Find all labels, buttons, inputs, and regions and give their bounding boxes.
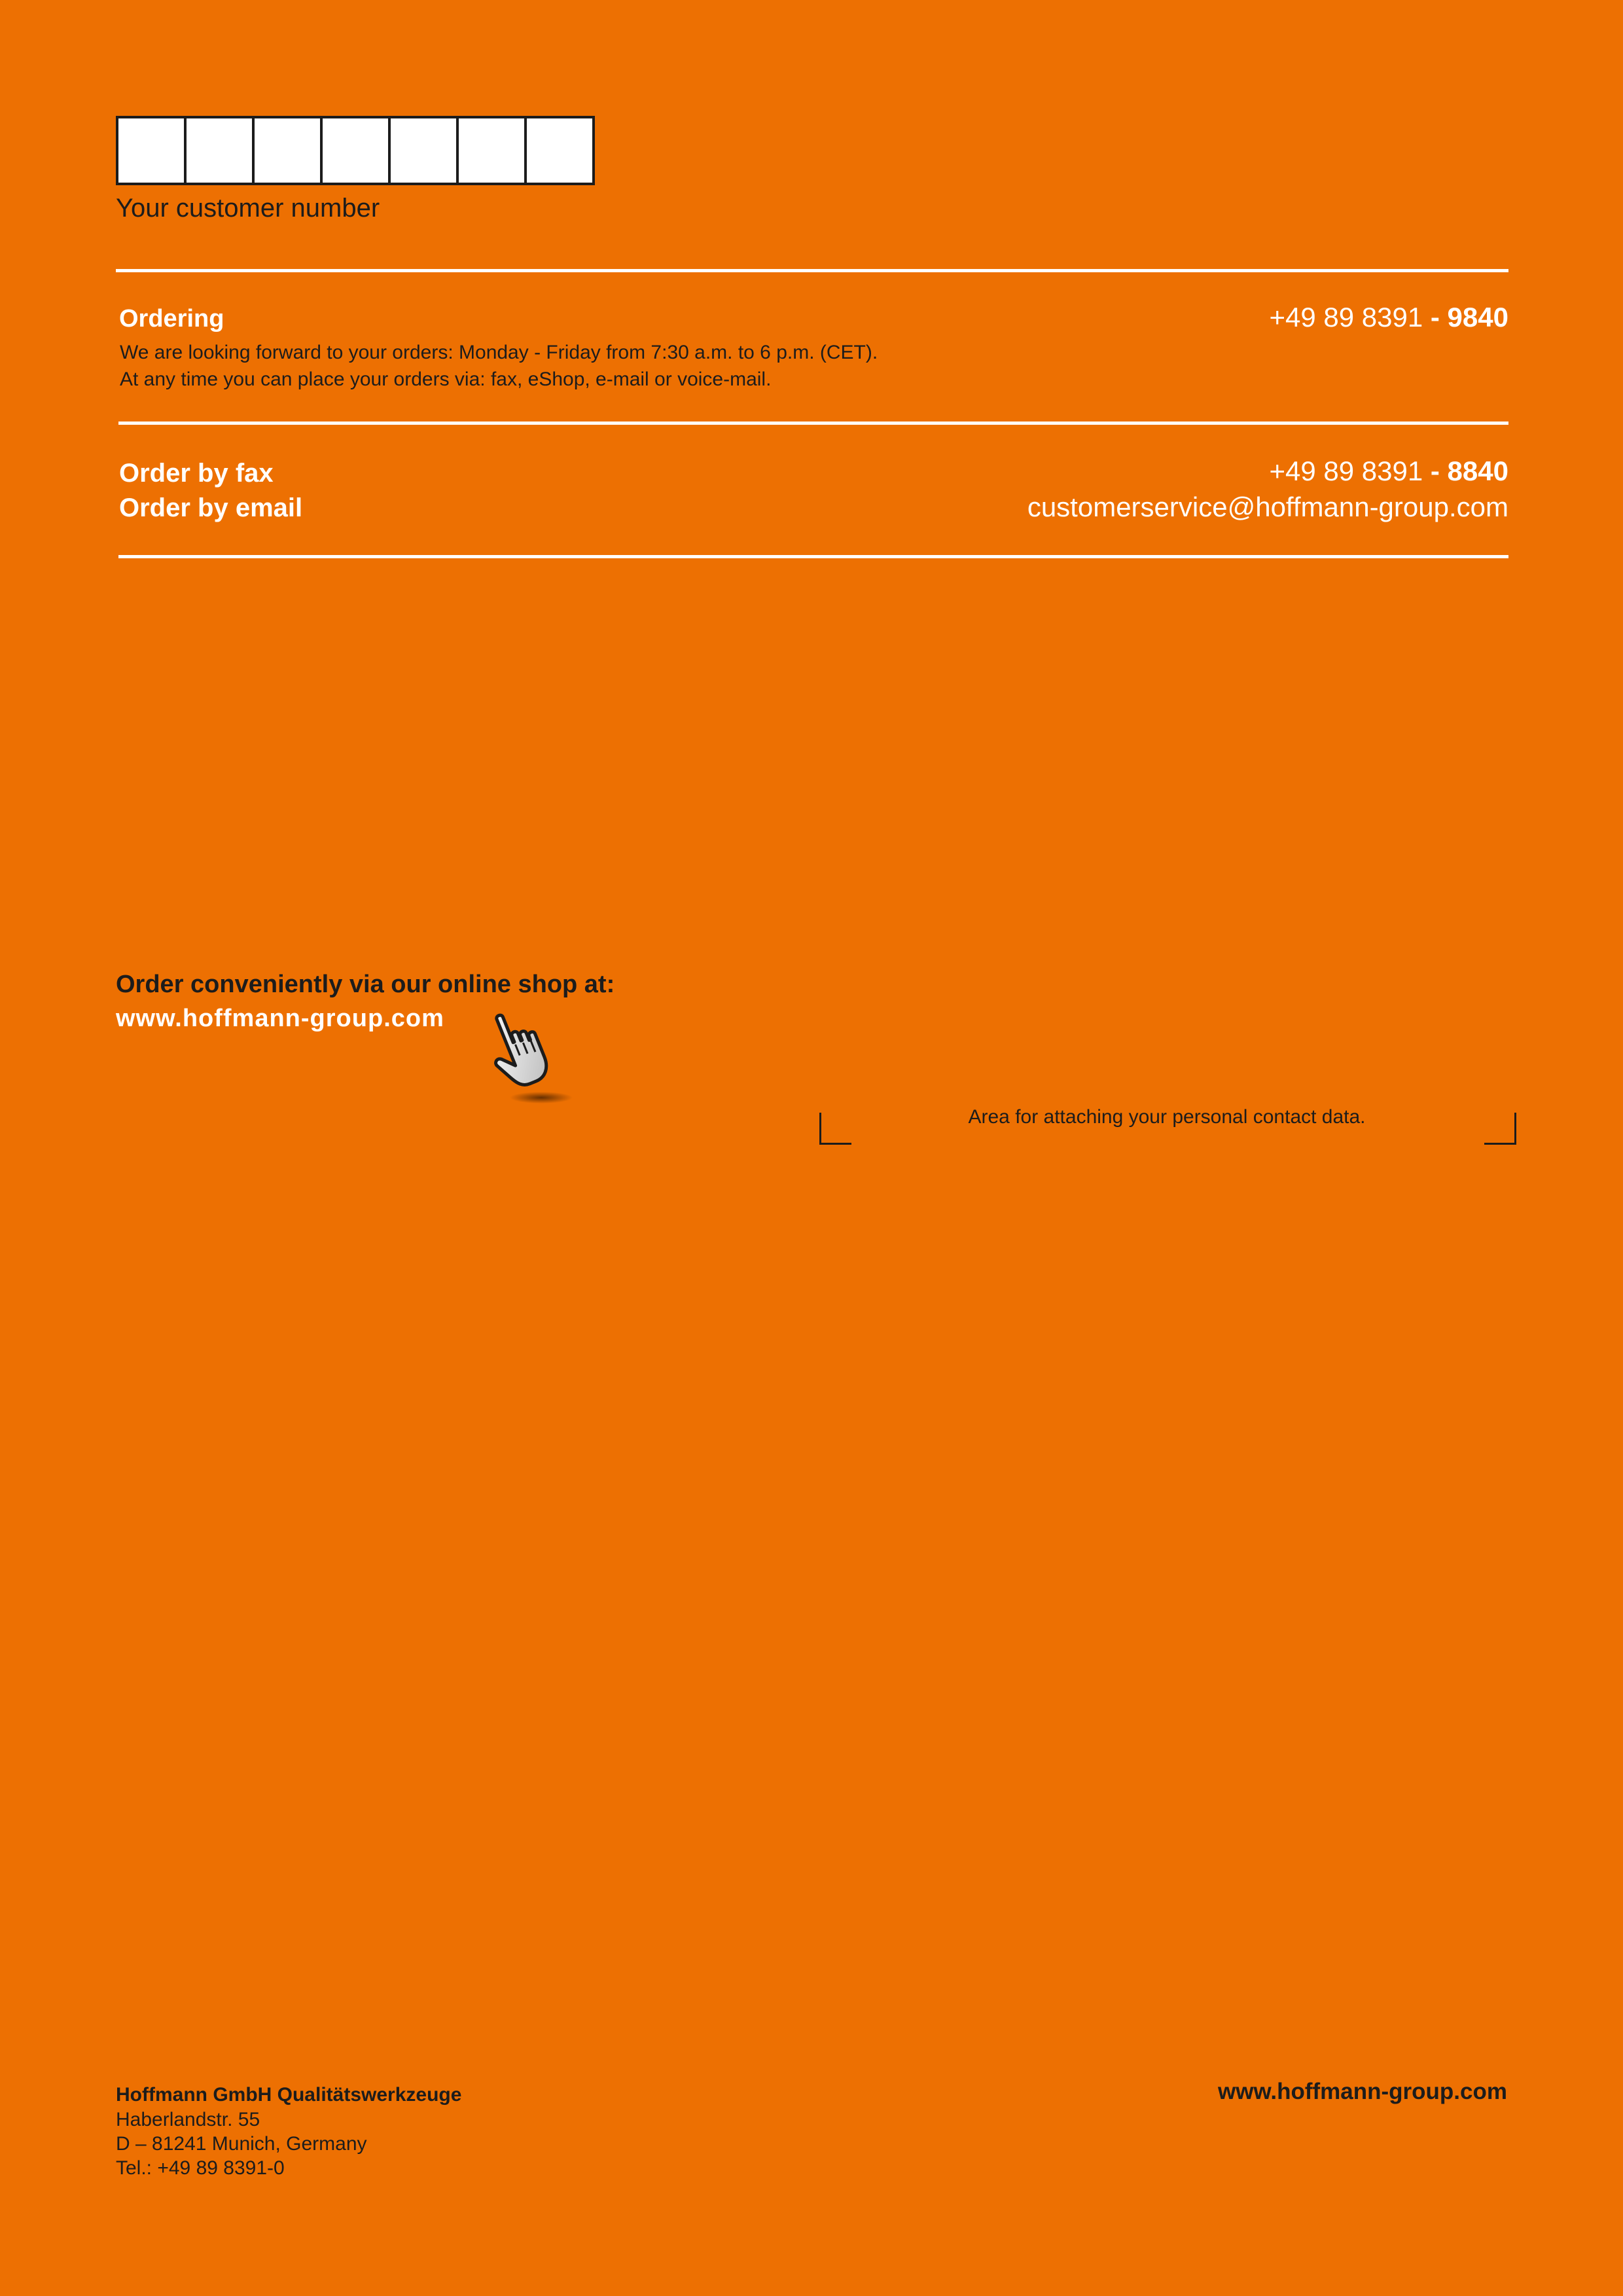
footer-company-name: Hoffmann GmbH Qualitätswerkzeuge [116,2084,462,2106]
ordering-title: Ordering [119,305,224,332]
customer-number-digit-box[interactable] [323,118,391,183]
online-shop-heading: Order conveniently via our online shop at: [116,971,615,998]
fax-number[interactable] [1270,456,1509,487]
customer-number-digit-box[interactable] [118,118,187,183]
online-shop-link[interactable]: www.hoffmann-group.com [116,1005,444,1032]
order-by-fax-title: Order by fax [119,459,274,488]
customer-number-digit-box[interactable] [255,118,323,183]
contact-area-label: Area for attaching your personal contact data. [968,1106,1366,1128]
customer-number-digit-box[interactable] [459,118,527,183]
customer-number-digit-box[interactable] [527,118,592,183]
ordering-channels-text: At any time you can place your orders via: fax, eShop, e-mail or voice-mail. [120,368,772,390]
hand-pointer-icon [486,1005,577,1109]
customer-number-label: Your customer number [116,194,380,223]
footer-street: Haberlandstr. 55 [116,2109,260,2130]
customer-number-boxes[interactable] [116,116,595,185]
ordering-description [120,339,878,393]
customer-number-digit-box[interactable] [391,118,459,183]
divider [118,555,1508,558]
ordering-hours-text: We are looking forward to your orders: Monday - Friday from 7:30 a.m. to 6 p.m. (CET). [120,342,878,363]
ordering-phone-prefix: +49 89 8391 [1269,302,1423,332]
divider [116,269,1508,272]
footer-telephone: Tel.: +49 89 8391-0 [116,2157,285,2179]
footer-city: D – 81241 Munich, Germany [116,2133,367,2155]
order-by-email-title: Order by email [119,493,303,522]
divider [118,422,1508,425]
footer-website-link[interactable]: www.hoffmann-group.com [1218,2079,1507,2104]
contact-area-corner-left [819,1113,851,1145]
order-email-link[interactable]: customerservice@hoffmann-group.com [1027,492,1508,522]
ordering-phone-extension: - 9840 [1423,302,1508,332]
contact-area-corner-right [1484,1113,1516,1145]
fax-number-extension: - 8840 [1423,456,1508,486]
customer-number-digit-box[interactable] [187,118,255,183]
fax-number-prefix: +49 89 8391 [1269,456,1423,486]
ordering-phone[interactable] [1270,302,1509,333]
